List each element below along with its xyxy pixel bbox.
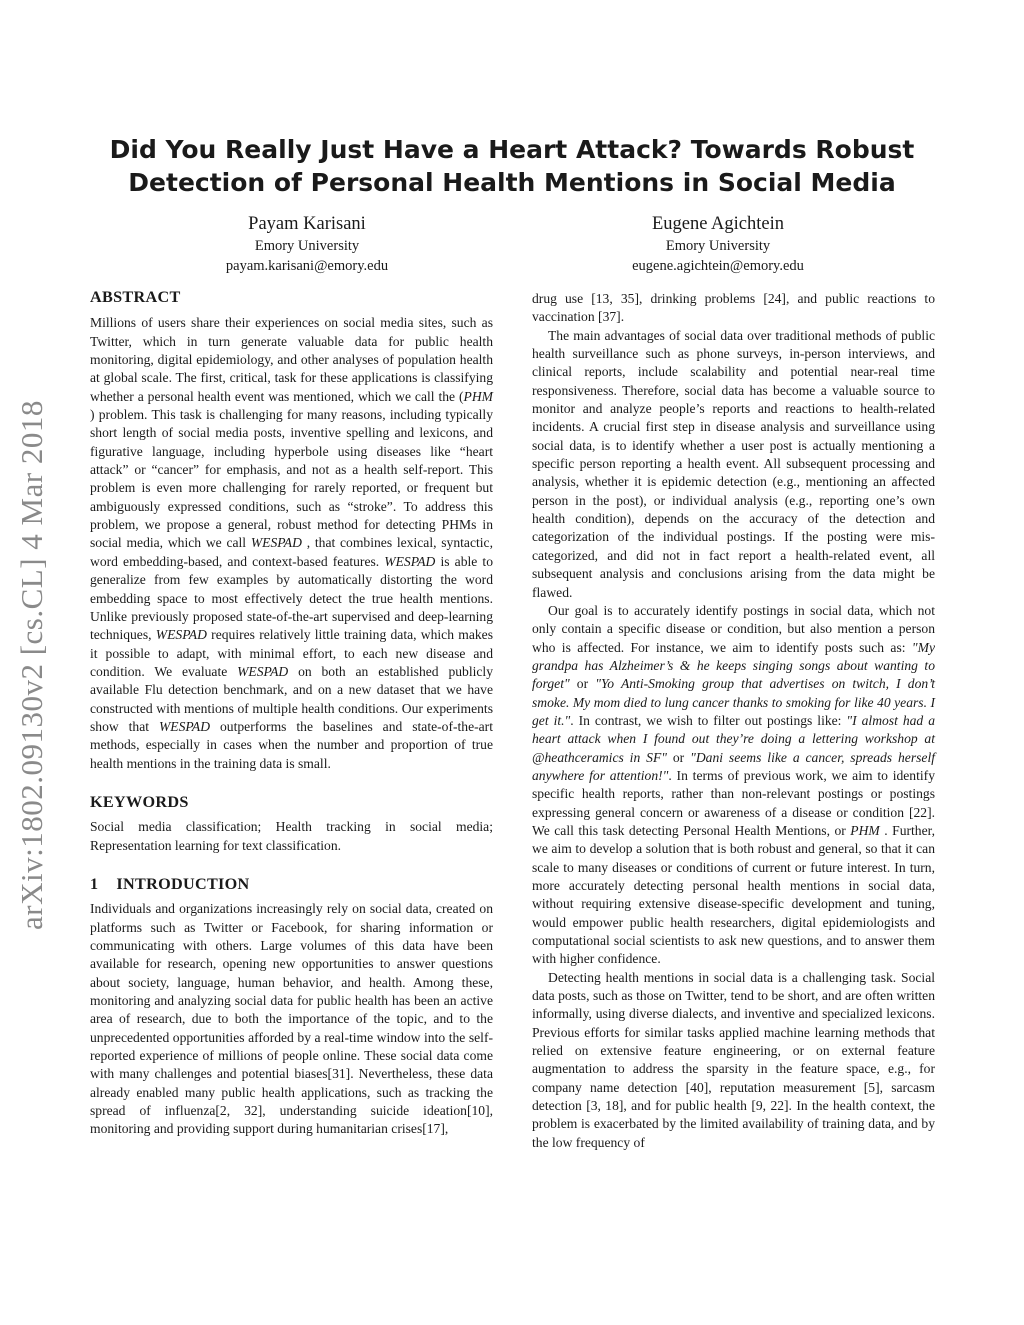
intro-paragraph-3: Our goal is to accurately identify postings in social data, which not only contain a specific disease or condition, but also mention a person who is affected. For instance, we aim to identify posts such as: "My grandpa has Alzheimer’s & he keeps singing songs about wanting to forget" or "Yo Anti-Smoking group that advertises on twitch, I don’t smoke. My mom died to lung cancer thanks to smoking for like 40 years. I get it.". In contrast, we wish to filter out postings like: "I almost had a heart attack when I found out they’re doing a lettering workshop at @heathceramics in SF" or "Dani seems like a cancer, spreads herself anywhere for attention!". In terms of previous work, we aim to identify specific health reports, rather than non-relevant postings or postings expressing general concern or awareness of a disease or condition [22]. We call this task detecting Personal Health Mentions, or PHM . Further, we aim to develop a solution that is both robust and general, so that it can scale to many diseases or conditions of current or future interest. In turn, more accurately detecting personal health mentions in social data, without requiring extensive disease-specific development and tuning, would empower public health researchers, digital epidemiologists and computational social scientists to ask new questions, and to answer them with higher confidence. [532,602,936,967]
author-block-2 [568,212,868,276]
title-line-1: Did You Really Just Have a Heart Attack? Towards Robust [109,135,915,164]
arxiv-identifier: arXiv:1802.09130v2 [cs.CL] 4 Mar 2018 [14,400,49,930]
author-name: Payam Karisani [248,214,366,234]
intro-paragraph-4: Detecting health mentions in social data is a challenging task. Social data posts, such as those on Twitter, tend to be short, and are often written informally, using diverse dialects, and inventive and specialized lexicons. Previous efforts for similar tasks applied machine learning methods that relied on extensive feature engineering, or on external feature augmentation to address the sparsity in the feature space, e.g., for company name detection [40], reputation measurement [5], sarcasm detection [3, 18], and for public health [9, 22]. In the health context, the problem is exacerbated by the limited availability of training data, and by the low frequency of [532,969,935,1150]
keywords-text: Social media classification; Health tracking in social media; Representation learning for text classification. [90,819,493,853]
author-affiliation: Emory University [665,238,771,254]
author-block-1 [157,212,457,276]
paper-title [100,133,924,199]
keywords-heading: KEYWORDS [90,792,189,811]
author-name: Eugene Agichtein [651,214,785,234]
intro-paragraph-1-continued: drug use [13, 35], drinking problems [24], and public reactions to vaccination [37]. [532,291,935,325]
left-column [90,288,493,1139]
author-affiliation: Emory University [254,238,360,254]
author-email: payam.karisani@emory.edu [225,258,389,274]
intro-paragraph-2: The main advantages of social data over traditional methods of public health surveillance such as phone surveys, in-person interviews, and clinical reports, include scalability and potential near-real time responsiveness. Therefore, social data has become a valuable source to monitor and analyze people’s reports and reactions to health-related incidents. A crucial first step in disease analysis and surveillance using social data, is to identify whether a user post is actually mentioning a specific person reporting a health event. All subsequent processing and analysis, whether it is epidemic detection (e.g., mentioning an affected person in the post), or individual analysis (e.g., reporting one’s own health condition), depends on the accuracy of the detection and categorization of the individual postings. If the posting were mis-categorized, and did not in fact report a health-related event, all subsequent analysis and conclusions arising from the data might be flawed. [532,327,935,600]
abstract-text: Millions of users share their experiences on social media sites, such as Twitter, which in turn generate valuable data for public health monitoring, digital epidemiology, and other analyses of population health at global scale. The first, critical, task for these applications is classifying whether a personal health event was mentioned, which we call the (PHM ) problem. This task is challenging for many reasons, including typically short length of social media posts, inventive spelling and lexicons, and figurative language, including hyperbole using diseases like “heart attack” or “cancer” for emphasis, and not as a health self-report. This problem is even more challenging for rarely reported, or frequent but ambiguously expressed conditions, such as “stroke”. To address this problem, we propose a general, robust method for detecting PHMs in social media, which we call WESPAD , that combines lexical, syntactic, word embedding-based, and context-based features. WESPAD is able to generalize from few examples by automatically distorting the word embedding space to most effectively detect the true health mentions. Unlike previously proposed state-of-the-art supervised and deep-learning techniques, WESPAD requires relatively little training data, which makes it possible to adapt, with minimal effort, to each new disease and condition. We evaluate WESPAD on both an established publicly available Flu detection benchmark, and on a new dataset that we have constructed with mentions of multiple health conditions. Our experiments show that WESPAD outperforms the baselines and state-of-the-art methods, especially in cases when the number and proportion of true health mentions in the training data is small. [90,315,493,771]
section-title: INTRODUCTION [116,874,250,893]
intro-paragraph-1: Individuals and organizations increasingly rely on social data, created on platforms such as Twitter or Facebook, for sharing information or communicating with others. Large volumes of this data have been available for research, opening new opportunities to answer questions about society, language, human behavior, and health. Among these, monitoring and analyzing social data for public health has been an active area of research, due to both the importance of the topic, and to the unprecedented opportunities afforded by a real-time window into the self-reported experience of millions of people online. These social data come with many challenges and potential biases[31]. Nevertheless, these data already enabled many public health applications, such as tracking the spread of influenza[2, 32], understanding suicide ideation[10], monitoring and providing support during humanitarian crises[17], [90,901,493,1137]
title-line-2: Detection of Personal Health Mentions in Social Media [128,168,896,197]
abstract-heading: ABSTRACT [90,288,181,306]
introduction-heading [90,875,493,893]
section-number: 1 [90,874,99,893]
author-email: eugene.agichtein@emory.edu [632,258,804,274]
right-column [532,290,935,1152]
